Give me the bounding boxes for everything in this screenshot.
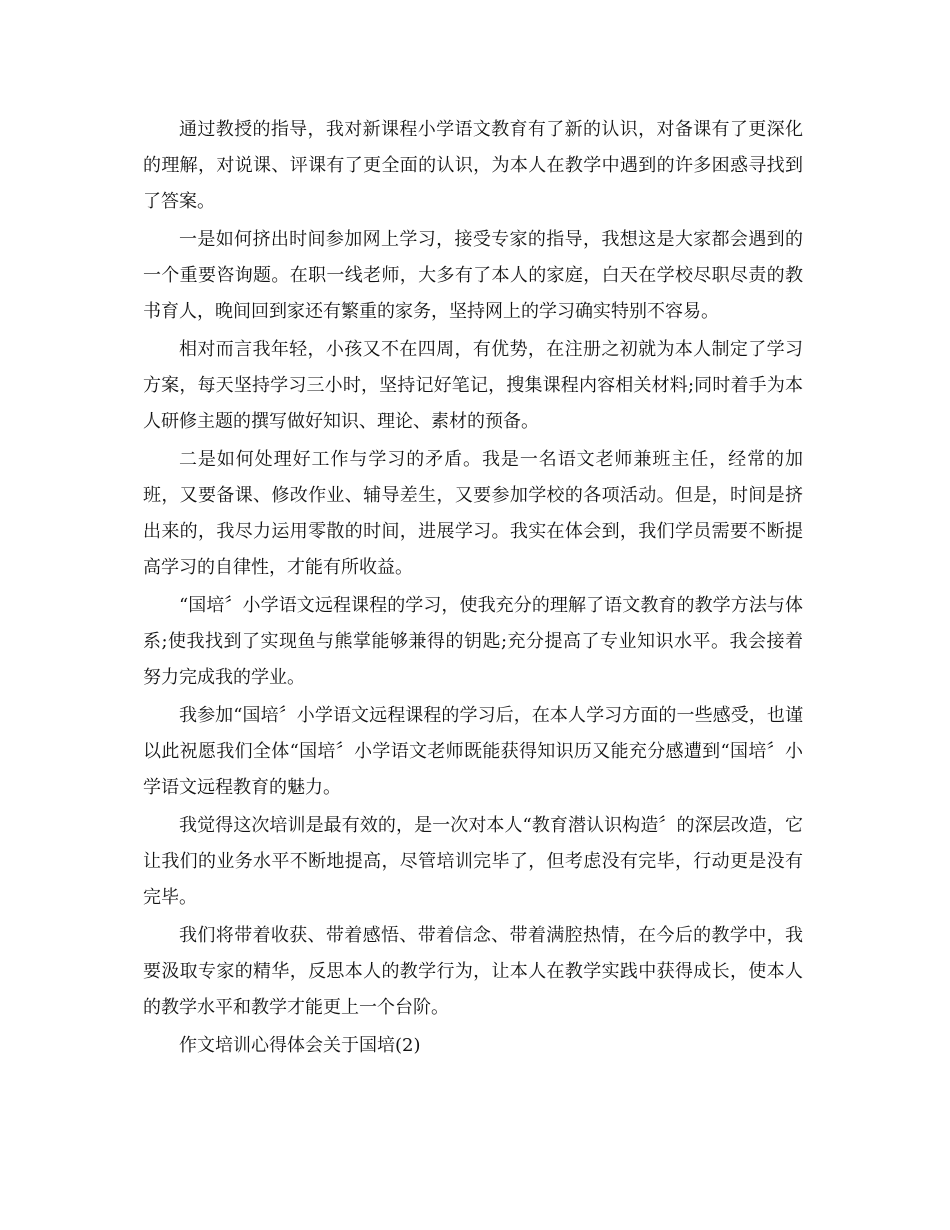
paragraph: 我参加“国培〞小学语文远程课程的学习后，在本人学习方面的一些感受，也谨以此祝愿我们全体“国培〞小学语文老师既能获得知识历又能充分感遭到“国培〞小学语文远程教育的魅力。: [143, 705, 803, 798]
paragraph: 我觉得这次培训是最有效的，是一次对本人“教育潜认识构造〞的深层改造，它让我们的业务水平不断地提高，尽管培训完毕了，但考虑没有完毕，行动更是没有完毕。: [143, 815, 803, 908]
section-heading: 作文培训心得体会关于国培(2): [179, 1035, 421, 1056]
paragraph: 我们将带着收获、带着感悟、带着信念、带着满腔热情，在今后的教学中，我要汲取专家的精华，反思本人的教学行为，让本人在教学实践中获得成长，使本人的教学水平和教学才能更上一个台阶。: [143, 925, 803, 1018]
paragraph: 通过教授的指导，我对新课程小学语文教育有了新的认识，对备课有了更深化的理解，对说课、评课有了更全面的认识，为本人在教学中遇到的许多困惑寻找到了答案。: [143, 119, 803, 212]
paragraph: 相对而言我年轻，小孩又不在四周，有优势，在注册之初就为本人制定了学习方案，每天坚持学习三小时，坚持记好笔记，搜集课程内容相关材料;同时着手为本人研修主题的撰写做好知识、理论、素材的预备。: [143, 339, 803, 432]
paragraph: 一是如何挤出时间参加网上学习，接受专家的指导，我想这是大家都会遇到的一个重要咨询题。在职一线老师，大多有了本人的家庭，白天在学校尽职尽责的教书育人，晚间回到家还有繁重的家务，坚持网上的学习确实特别不容易。: [143, 229, 803, 322]
document-body: [143, 112, 803, 1066]
paragraph: 二是如何处理好工作与学习的矛盾。我是一名语文老师兼班主任，经常的加班，又要备课、修改作业、辅导差生，又要参加学校的各项活动。但是，时间是挤出来的，我尽力运用零散的时间，进展学习。我实在体会到，我们学员需要不断提高学习的自律性，才能有所收益。: [143, 449, 803, 578]
paragraph: “国培〞小学语文远程课程的学习，使我充分的理解了语文教育的教学方法与体系;使我找到了实现鱼与熊掌能够兼得的钥匙;充分提高了专业知识水平。我会接着努力完成我的学业。: [143, 595, 803, 688]
